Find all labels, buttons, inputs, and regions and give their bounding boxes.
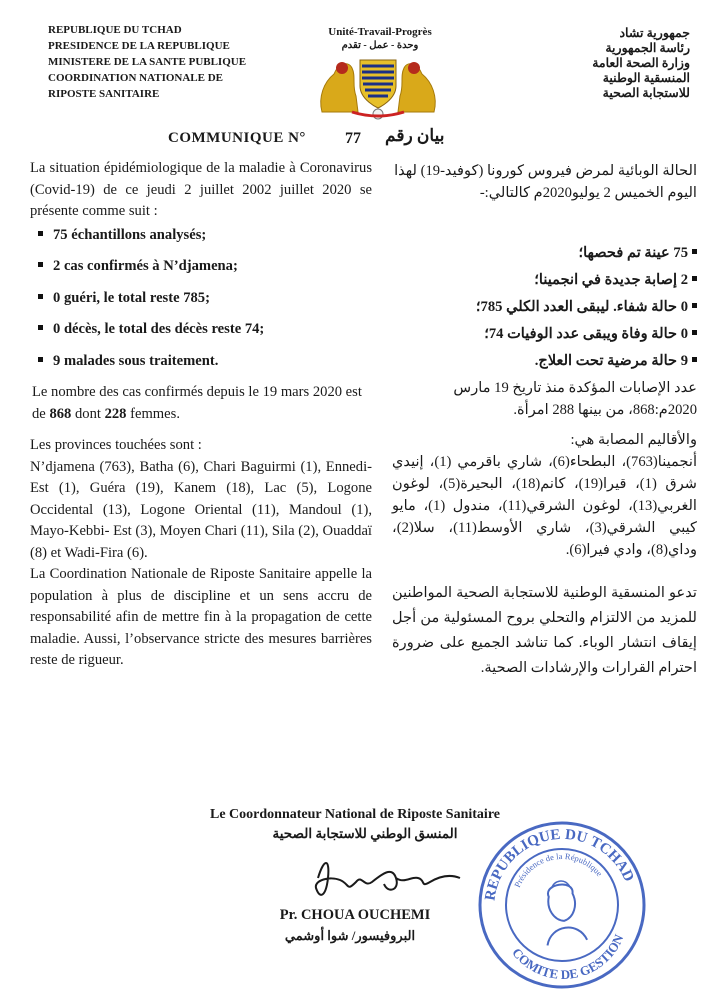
official-stamp-icon: [472, 815, 652, 995]
list-item: 0 guéri, le total reste 785;: [30, 288, 372, 310]
svg-text:REPUBLIQUE DU TCHAD: REPUBLIQUE DU TCHAD: [482, 826, 637, 902]
header-fr-line: PRESIDENCE DE LA REPUBLIQUE: [48, 40, 230, 52]
header-arabic: [490, 26, 690, 101]
list-item: 0 حالة شفاء. ليبقى العدد الكلي 785؛: [392, 296, 697, 318]
signatory-name-ar: البروفيسور/ شوا أوشمي: [284, 928, 416, 943]
french-appeal: La Coordination Nationale de Riposte Sanitaire appelle la population à plus de discipline et un sens accru de responsabilité afin de mettre fin à la propagation de cette maladie. Aussi, l’observance stricte des mesures barrières reste de rigueur.: [30, 566, 372, 668]
bullet-square-icon: [692, 303, 697, 308]
goat-right-icon: [398, 62, 435, 112]
motto-ar: وحدة - عمل - تقدم: [341, 40, 419, 51]
french-column: [30, 158, 372, 672]
header-fr-line: MINISTERE DE LA SANTE PUBLIQUE: [48, 56, 247, 68]
header-fr-line: REPUBLIQUE DU TCHAD: [48, 24, 182, 36]
signatory-name: Pr. CHOUA OUCHEMI: [279, 907, 431, 923]
header-fr-line: COORDINATION NATIONALE DE: [48, 72, 224, 84]
header-french: [48, 22, 246, 102]
bullet-square-icon: [692, 357, 697, 362]
list-item: 2 cas confirmés à N’djamena;: [30, 256, 372, 278]
bullet-square-icon: [692, 330, 697, 335]
confirmed-women: 228: [104, 405, 127, 422]
arabic-bullet-list: [392, 242, 697, 372]
bullet-square-icon: [692, 249, 697, 254]
french-intro: La situation épidémiologique de la maladie à Coronavirus (Covid-19) de ce jeudi 2 juillet 2002 juillet 2020 se présente comme suit :: [30, 160, 372, 219]
header-ar-line: للاستجابة الصحية: [602, 86, 690, 100]
svg-text:Présidence de la République: Présidence de la République: [511, 850, 605, 889]
bullet-square-icon: [38, 357, 43, 362]
french-provinces: N’djamena (763), Batha (6), Chari Baguirmi (1), Ennedi-Est (1), Guéra (19), Kanem (18), Lac (5), Logone Occidental (13), Logone Oriental (11), Mandoul (1), Mayo-Kebbi- Est (3), Moyen Chari (11), Sila (2), Ouaddaï (8) et Wadi-Fira (6).: [30, 458, 372, 561]
national-motto: [300, 26, 460, 52]
arabic-provinces-title: والأقاليم المصابة هي:: [570, 432, 697, 448]
arabic-provinces: أنجمينا(763)، البطحاء(6)، شاري باقرمي (1)، إنيدي شرق (1)، قيرا(19)، كانم(18)، البحيرة(5)، لوغون الغربي(13)، لوغون الشرقي(11)، مندول (1)، مايو كيبي الشرقي(3)، شاري الأوسط(11)، سلا(2)، وداي(8)، وادي فيرا(6).: [392, 454, 698, 558]
header-fr-line: RIPOSTE SANITAIRE: [48, 88, 160, 100]
coat-of-arms-icon: [312, 52, 444, 120]
communique-title: COMMUNIQUE N°: [168, 130, 306, 146]
signatory-title: Le Coordonnateur National de Riposte Sanitaire: [210, 807, 500, 822]
arabic-column: [392, 160, 697, 681]
confirmed-total: 868: [49, 405, 72, 422]
bullet-square-icon: [38, 325, 43, 330]
list-item: 75 عينة تم فحصها؛: [392, 242, 697, 264]
french-confirmed-cases: Le nombre des cas confirmés depuis le 19 mars 2020 est de 868 dont 228 femmes.: [32, 384, 362, 422]
signatory-title-ar: المنسق الوطني للاستجابة الصحية: [272, 826, 458, 841]
handwritten-signature-icon: [300, 848, 470, 906]
shield-icon: [360, 60, 396, 108]
header-ar-line: رئاسة الجمهورية: [605, 41, 690, 55]
list-item: 0 décès, le total des décès reste 74;: [30, 319, 372, 341]
header-ar-line: وزارة الصحة العامة: [592, 56, 690, 70]
arabic-appeal: تدعو المنسقية الوطنية للاستجابة الصحية المواطنين للمزيد من الالتزام والتحلي بروح المسئولية من أجل إيقاف انتشار الوباء. كما تناشد الجميع على ضرورة احترام القرارات والإرشادات الصحية.: [392, 585, 697, 676]
bullet-square-icon: [38, 231, 43, 236]
header-ar-line: جمهورية تشاد: [619, 26, 690, 40]
list-item: 75 échantillons analysés;: [30, 225, 372, 247]
communique-title-ar: بيان رقم: [385, 126, 445, 145]
svg-text:COMITE DE GESTION: COMITE DE GESTION: [509, 932, 627, 983]
list-item: 2 إصابة جديدة في انجمينا؛: [392, 269, 697, 291]
list-item: 9 حالة مرضية تحت العلاج.: [392, 350, 697, 372]
list-item: 0 حالة وفاة ويبقى عدد الوفيات 74؛: [392, 323, 697, 345]
list-item: 9 malades sous traitement.: [30, 351, 372, 373]
lion-left-icon: [321, 62, 358, 112]
french-provinces-title: Les provinces touchées sont :: [30, 437, 202, 453]
french-bullet-list: [30, 225, 372, 373]
bullet-square-icon: [38, 262, 43, 267]
header-ar-line: المنسقية الوطنية: [602, 71, 690, 85]
motto-fr: Unité-Travail-Progrès: [328, 26, 432, 38]
bullet-square-icon: [692, 276, 697, 281]
communique-number: 77: [345, 130, 361, 147]
arabic-confirmed-cases: عدد الإصابات المؤكدة منذ تاريخ 19 مارس 2020م:868، من بينها 288 امرأة.: [453, 380, 697, 418]
bullet-square-icon: [38, 294, 43, 299]
arabic-intro: الحالة الوبائية لمرض فيروس كورونا (كوفيد-19) لهذا اليوم الخميس 2 يوليو2020م كالتالي:-: [394, 163, 697, 201]
